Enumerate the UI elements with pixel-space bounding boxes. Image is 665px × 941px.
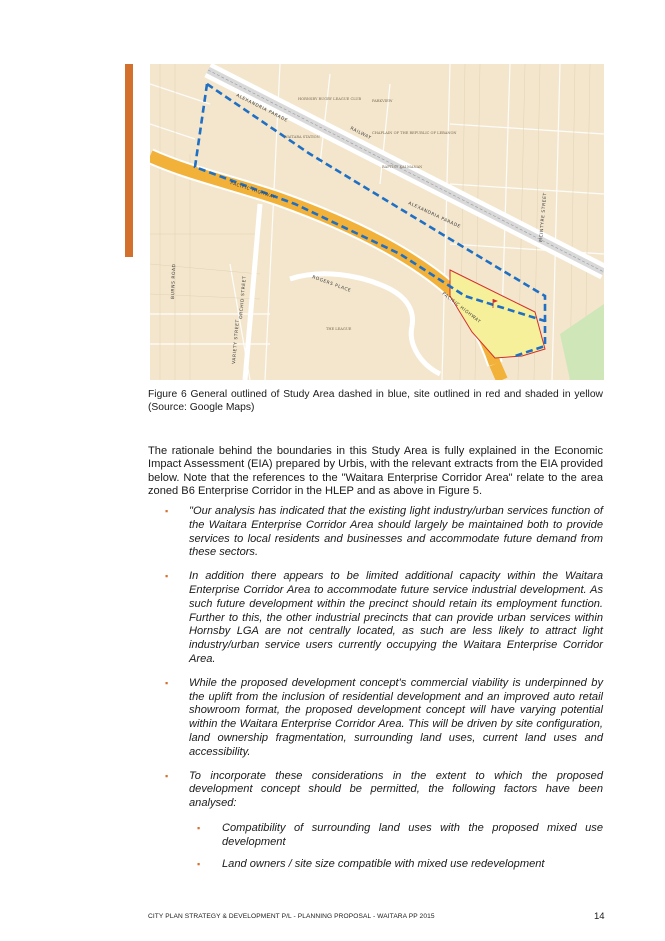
bullet-text: While the proposed development concept's commercial viability is underpinned by the uplift from the inclusion of residential development and an improved auto retail showroom format, the proposed development concept will have varying potential within the Waitara Enterprise Corridor Area. This will be driven by site configuration, land ownership fragmentation, surrounding land uses, current land uses and accessibility. bbox=[189, 676, 603, 758]
bullet-icon: ▪ bbox=[197, 858, 201, 869]
figure-caption: Figure 6 General outlined of Study Area dashed in blue, site outlined in red and shaded in yellow (Source: Google Maps) bbox=[148, 389, 603, 413]
list-item bbox=[148, 570, 603, 667]
street-label: ROGERS PLACE bbox=[311, 275, 352, 294]
list-item bbox=[148, 677, 603, 760]
street-label: PACIFIC HIGHWAY bbox=[229, 181, 277, 201]
street-label: VARIETY STREET bbox=[232, 319, 241, 365]
map-place-label: BAPTIST KAI MANAN bbox=[382, 165, 423, 169]
list-item bbox=[148, 505, 603, 560]
list-item bbox=[148, 770, 603, 872]
street-label: ORCHID STREET bbox=[239, 275, 248, 320]
sub-list-item bbox=[189, 822, 603, 850]
bullet-icon: ▪ bbox=[165, 506, 169, 516]
street-label: PACIFIC HIGHWAY bbox=[440, 291, 482, 325]
map-place-label: THE LEAGUE bbox=[326, 327, 352, 331]
bullet-icon: ▪ bbox=[165, 571, 169, 582]
map-place-label: WAITARA STATION bbox=[284, 135, 320, 139]
bullet-icon: ▪ bbox=[165, 677, 169, 688]
bullet-text: "Our analysis has indicated that the existing light industry/urban services function of the Waitara Enterprise Corridor Area should largely be maintained both to provide services to local residents and businesses and accommodate future demand from these sectors. bbox=[189, 505, 603, 559]
sub-bullet-text: Compatibility of surrounding land uses with the proposed mixed use development bbox=[222, 821, 603, 848]
bullet-icon: ▪ bbox=[197, 822, 201, 833]
map-place-label: CHAPLAIN OF THE REPUBLIC OF LEBANON bbox=[372, 131, 457, 135]
street-label: BURNS ROAD bbox=[171, 263, 178, 300]
page-footer: CITY PLAN STRATEGY & DEVELOPMENT P/L - PLANNING PROPOSAL - WAITARA PP 2015 bbox=[148, 913, 435, 920]
street-label: RAILWAY bbox=[349, 126, 372, 142]
bullet-icon: ▪ bbox=[165, 770, 169, 781]
map-place-label: HORNSBY RUGBY LEAGUE CLUB bbox=[298, 97, 362, 101]
sub-list-item bbox=[189, 858, 603, 872]
study-area-map bbox=[150, 64, 604, 380]
page-number: 14 bbox=[594, 911, 605, 922]
eia-extract-list bbox=[148, 505, 603, 881]
accent-side-bar bbox=[125, 64, 133, 257]
map-place-label: PARKVIEW bbox=[372, 99, 393, 103]
body-paragraph: The rationale behind the boundaries in this Study Area is fully explained in the Economic Impact Assessment (EIA) prepared by Urbis, with the relevant extracts from the EIA provided below. Note that the references to the "Waitara Enterprise Corridor Area" relate to the area zoned B6 Enterprise Corridor in the HLEP and as above in Figure 5. bbox=[148, 445, 603, 498]
map-graphic bbox=[150, 64, 604, 380]
sub-bullet-text: Land owners / site size compatible with mixed use redevelopment bbox=[222, 857, 545, 870]
street-label: ALEXANDRIA PARADE bbox=[407, 201, 462, 231]
factor-sub-list bbox=[189, 822, 603, 871]
bullet-text: In addition there appears to be limited additional capacity within the Waitara Enterprise Corridor Area to accommodate future service industrial development. As such future development within the precinct should retain its employment function. Further to this, the other industrial precincts that can provide urban services within Hornsby LGA are not centrally located, as such are less likely to attract light industry/urban service users currently occupying the Waitara Enterprise Corridor Area. bbox=[189, 570, 603, 665]
street-label: ALEXANDRIA PARADE bbox=[235, 93, 289, 124]
bullet-text: To incorporate these considerations in the extent to which the proposed development concept should be permitted, the following factors have been analysed: bbox=[189, 769, 603, 810]
street-label: MCINTYRE STREET bbox=[539, 192, 549, 243]
